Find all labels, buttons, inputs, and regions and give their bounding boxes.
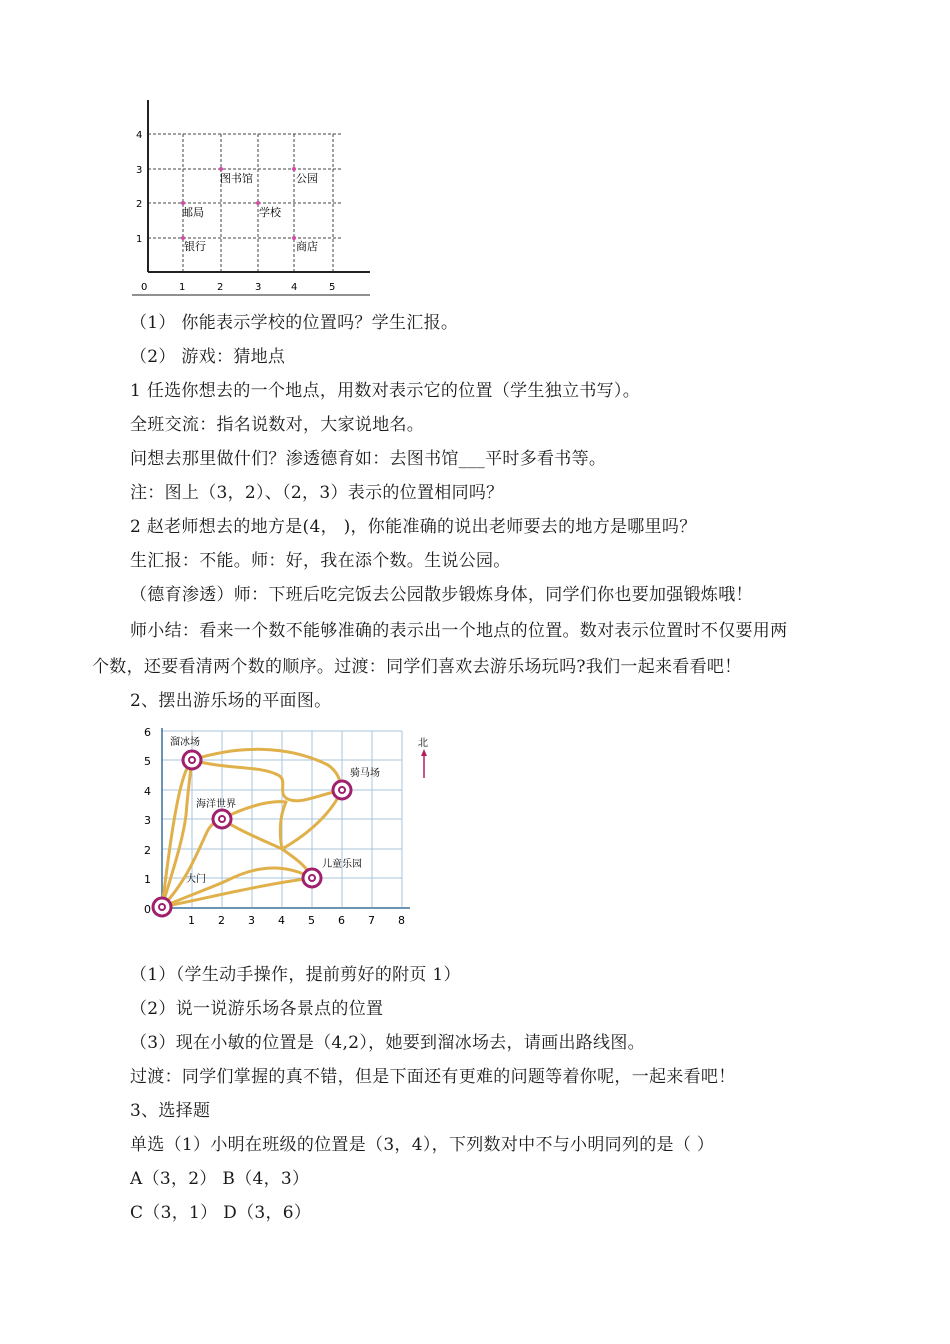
north-arrow-head bbox=[421, 749, 427, 756]
y-tick-label: 1 bbox=[136, 234, 143, 245]
text-line: 师小结：看来一个数不能够准确的表示出一个地点的位置。数对表示位置时不仅要用两 bbox=[130, 621, 788, 641]
x-tick-label: 8 bbox=[398, 914, 405, 927]
text-line: 全班交流：指名说数对，大家说地名。 bbox=[130, 415, 425, 435]
x-tick-label: 1 bbox=[188, 914, 195, 927]
ice-rink-marker bbox=[183, 751, 201, 769]
text-line: 3、选择题 bbox=[130, 1101, 211, 1121]
y-tick-label: 3 bbox=[144, 814, 151, 827]
gate-marker bbox=[153, 898, 171, 916]
text-line: （3）现在小敏的位置是（4,2），她要到溜冰场去，请画出路线图。 bbox=[130, 1033, 645, 1053]
x-tick-label: 4 bbox=[291, 282, 298, 293]
spot-label-ice-rink: 溜冰场 bbox=[170, 737, 200, 748]
place-label-shop: 商店 bbox=[296, 240, 318, 253]
text-line: （1）（学生动手操作，提前剪好的附页 1） bbox=[130, 965, 461, 985]
x-tick-label: 5 bbox=[308, 914, 315, 927]
text-line: C（3，1） D（3，6） bbox=[130, 1203, 312, 1223]
place-label-library: 图书馆 bbox=[220, 172, 253, 185]
x-tick-label: 4 bbox=[278, 914, 285, 927]
place-label-bank: 银行 bbox=[184, 240, 206, 253]
y-tick-label: 2 bbox=[136, 199, 143, 210]
place-label-park: 公园 bbox=[296, 172, 318, 185]
text-line: （德育渗透）师：下班后吃完饭去公园散步锻炼身体，同学们你也要加强锻炼哦！ bbox=[130, 585, 753, 605]
text-line: 单选（1）小明在班级的位置是（3，4），下列数对中不与小明同列的是（ ） bbox=[130, 1135, 715, 1155]
y-tick-label: 2 bbox=[144, 844, 151, 857]
text-line: （1） 你能表示学校的位置吗？学生汇报。 bbox=[130, 313, 459, 333]
place-label-post-office: 邮局 bbox=[182, 206, 204, 219]
spot-label-gate: 大门 bbox=[186, 874, 206, 885]
x-tick-label: 6 bbox=[338, 914, 345, 927]
point-marker bbox=[219, 167, 223, 171]
x-tick-label: 0 bbox=[141, 282, 148, 293]
x-tick-label: 1 bbox=[179, 282, 186, 293]
y-tick-label: 5 bbox=[144, 755, 151, 768]
kids-park-marker bbox=[303, 869, 321, 887]
y-tick-label: 1 bbox=[144, 873, 151, 886]
spot-label-horse-riding: 骑马场 bbox=[350, 768, 380, 779]
text-line: （2） 游戏：猜地点 bbox=[130, 347, 286, 367]
y-tick-label: 4 bbox=[136, 130, 143, 141]
text-line: 过渡：同学们掌握的真不错，但是下面还有更难的问题等着你呢，一起来看吧！ bbox=[130, 1067, 736, 1087]
place-label-school: 学校 bbox=[259, 206, 281, 219]
text-line: 问想去那里做什们？渗透德育如：去图书馆___平时多看书等。 bbox=[130, 449, 607, 469]
y-tick-label: 4 bbox=[144, 785, 151, 798]
point-marker bbox=[292, 167, 296, 171]
horse-riding-marker bbox=[333, 781, 351, 799]
x-tick-label: 3 bbox=[248, 914, 255, 927]
x-tick-label: 2 bbox=[217, 282, 224, 293]
text-line: 个数，还要看清两个数的顺序。过渡：同学们喜欢去游乐场玩吗?我们一起来看看吧！ bbox=[92, 657, 742, 677]
text-line: 生汇报：不能。师：好，我在添个数。生说公园。 bbox=[130, 551, 511, 571]
x-tick-label: 7 bbox=[368, 914, 375, 927]
text-line: 注：图上（3，2）、（2，3）表示的位置相同吗？ bbox=[130, 483, 504, 503]
text-line: 1 任选你想去的一个地点，用数对表示它的位置（学生独立书写）。 bbox=[130, 381, 641, 401]
amusement-park-map bbox=[128, 720, 448, 930]
y-tick-label: 6 bbox=[144, 726, 151, 739]
spot-label-kids-park: 儿童乐园 bbox=[322, 859, 362, 870]
point-marker bbox=[256, 201, 260, 205]
north-label: 北 bbox=[418, 738, 428, 749]
text-line: 2、摆出游乐场的平面图。 bbox=[130, 691, 332, 711]
ocean-world-marker bbox=[213, 810, 231, 828]
y-tick-label: 0 bbox=[144, 903, 151, 916]
point-marker bbox=[181, 201, 185, 205]
text-line: 2 赵老师想去的地方是(4， )，你能准确的说出老师要去的地方是哪里吗？ bbox=[130, 517, 697, 537]
spot-label-ocean-world: 海洋世界 bbox=[196, 799, 236, 810]
x-tick-label: 2 bbox=[218, 914, 225, 927]
y-tick-label: 3 bbox=[136, 165, 143, 176]
x-tick-label: 5 bbox=[329, 282, 336, 293]
text-line: A（3，2） B（4，3） bbox=[130, 1169, 310, 1189]
text-line: （2）说一说游乐场各景点的位置 bbox=[130, 999, 384, 1019]
coordinate-grid-figure bbox=[128, 96, 378, 296]
x-tick-label: 3 bbox=[255, 282, 262, 293]
